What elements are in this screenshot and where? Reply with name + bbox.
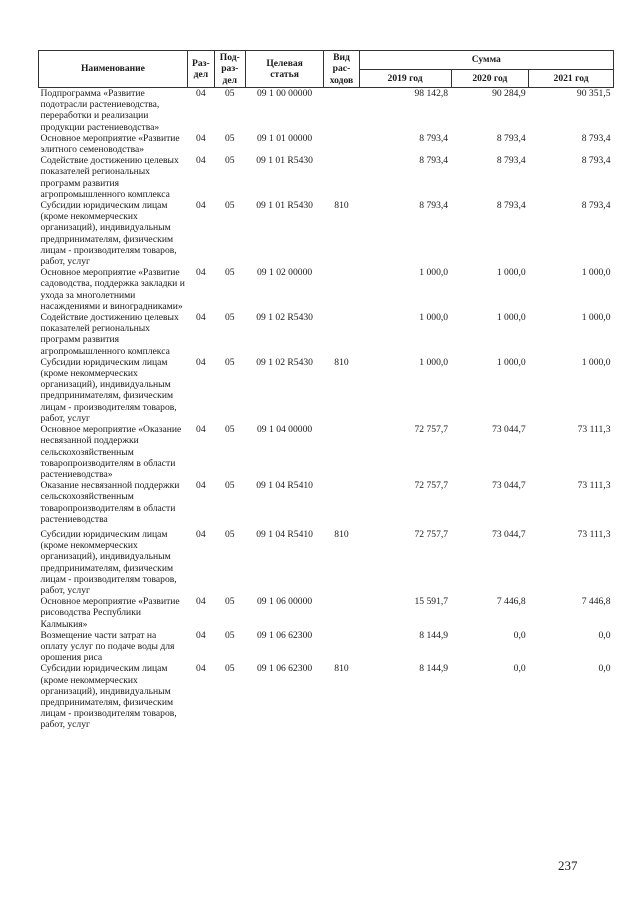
cell-razdel: 04 [196, 267, 206, 279]
cell-2021: 8 793,4 [581, 200, 611, 212]
cell-2021: 7 446,8 [581, 596, 611, 608]
budget-table [38, 50, 614, 731]
cell-razdel: 04 [196, 663, 206, 675]
cell-vid [324, 480, 359, 525]
header-podrazdel: Под- раз- дел [214, 51, 245, 88]
header-2021: 2021 год [529, 69, 614, 88]
cell-2019: 15 591,7 [414, 596, 449, 608]
header-2020: 2020 год [451, 69, 529, 88]
cell-target: 09 1 01 R5430 [256, 155, 313, 167]
cell-target: 09 1 02 00000 [257, 267, 313, 279]
table-row [39, 596, 614, 630]
cell-name: Основное мероприятие «Развитие рисоводства Республики Калмыкия» [40, 596, 180, 630]
cell-podrazdel: 05 [224, 356, 235, 368]
cell-name: Основное мероприятие «Развитие элитного семеноводства» [40, 132, 180, 156]
cell-name: Оказание несвязанной поддержки сельскохозяйственным товаропроизводителям в области растениеводства [40, 480, 180, 525]
cell-target: 09 1 01 R5430 [256, 200, 313, 212]
cell-2019: 72 757,7 [414, 528, 449, 540]
cell-2019: 1 000,0 [419, 356, 449, 368]
header-2019: 2019 год [359, 69, 451, 88]
cell-podrazdel: 05 [224, 424, 235, 436]
cell-2021: 73 111,3 [577, 528, 611, 540]
cell-2020: 0,0 [513, 629, 526, 641]
header-name: Наименование [39, 51, 188, 88]
cell-2020: 1 000,0 [496, 312, 526, 324]
cell-vid: 810 [334, 200, 349, 212]
cell-vid: 810 [334, 528, 349, 540]
cell-2019: 8 793,4 [419, 200, 449, 212]
cell-target: 09 1 02 R5430 [256, 312, 313, 324]
cell-2020: 73 044,7 [492, 424, 526, 436]
cell-name: Основное мероприятие «Развитие садоводства, поддержка закладки и ухода за многолетними насаждениями и виноградниками» [40, 267, 185, 312]
table-row [39, 525, 614, 596]
cell-2019: 8 144,9 [419, 663, 449, 675]
cell-2019: 1 000,0 [419, 267, 449, 279]
cell-razdel: 04 [196, 356, 206, 368]
table-row [39, 663, 614, 730]
cell-2019: 8 144,9 [419, 629, 449, 641]
cell-target: 09 1 04 R5410 [256, 480, 313, 492]
cell-razdel: 04 [196, 596, 206, 608]
cell-podrazdel: 05 [224, 480, 235, 492]
cell-vid [324, 312, 359, 357]
table-row [39, 88, 614, 133]
cell-razdel: 04 [196, 200, 206, 212]
cell-2020: 1 000,0 [496, 356, 526, 368]
cell-target: 09 1 06 00000 [257, 596, 313, 608]
header-target: Целевая статья [245, 51, 324, 88]
cell-target: 09 1 00 00000 [245, 88, 324, 133]
cell-2019: 72 757,7 [414, 424, 449, 436]
cell-name: Возмещение части затрат на оплату услуг по подаче воды для орошения риса [40, 629, 175, 664]
cell-target: 09 1 06 62300 [257, 663, 313, 675]
cell-2020: 1 000,0 [496, 267, 526, 279]
cell-2021: 0,0 [598, 663, 611, 675]
cell-razdel: 04 [196, 312, 206, 324]
cell-podrazdel: 05 [224, 132, 235, 144]
cell-razdel: 04 [187, 88, 214, 133]
cell-2021: 1 000,0 [581, 267, 611, 279]
cell-name: Содействие достижению целевых показателей региональных программ развития агропромышленного комплекса [40, 312, 179, 357]
cell-target: 09 1 02 R5430 [256, 356, 313, 368]
header-vid: Вид рас- ходов [324, 51, 359, 88]
table-row [39, 357, 614, 424]
cell-2021: 8 793,4 [581, 155, 611, 167]
cell-2020: 8 793,4 [496, 200, 526, 212]
budget-table-page [38, 50, 614, 731]
table-row [39, 267, 614, 312]
cell-target: 09 1 04 R5410 [256, 528, 313, 540]
cell-name: Субсидии юридическим лицам (кроме некоммерческих организаций), индивидуальным предпринимателям, физическим лицам - производителям товаров, работ, услуг [40, 356, 177, 424]
cell-target: 09 1 01 00000 [257, 132, 313, 144]
cell-name: Субсидии юридическим лицам (кроме некоммерческих организаций), индивидуальным предпринимателям, физическим лицам - производителям товаров, работ, услуг [40, 663, 177, 731]
table-row [39, 155, 614, 200]
cell-vid: 810 [334, 663, 349, 675]
cell-podrazdel: 05 [224, 528, 235, 540]
cell-podrazdel: 05 [224, 629, 235, 641]
cell-2019: 8 793,4 [419, 155, 449, 167]
cell-2021: 90 351,5 [529, 88, 614, 133]
cell-2019: 98 142,8 [359, 88, 451, 133]
cell-razdel: 04 [196, 155, 206, 167]
table-row [39, 133, 614, 155]
page-number: 237 [558, 858, 578, 873]
cell-vid [324, 88, 359, 133]
header-summa: Сумма [359, 51, 613, 70]
header-razdel: Раз- дел [187, 51, 214, 88]
cell-name: Основное мероприятие «Оказание несвязанной поддержки сельскохозяйственным товаропроизводителям в области растениеводства» [40, 424, 182, 480]
cell-2019: 72 757,7 [414, 480, 449, 492]
cell-target: 09 1 04 00000 [257, 424, 313, 436]
cell-podrazdel: 05 [224, 663, 235, 675]
cell-2021: 0,0 [598, 629, 611, 641]
cell-vid [324, 424, 359, 480]
cell-podrazdel: 05 [214, 88, 245, 133]
cell-vid [324, 155, 359, 200]
cell-2020: 73 044,7 [492, 528, 526, 540]
cell-2020: 0,0 [513, 663, 526, 675]
cell-2021: 1 000,0 [581, 312, 611, 324]
cell-razdel: 04 [196, 480, 206, 492]
cell-razdel: 04 [196, 132, 206, 144]
cell-vid [324, 630, 359, 664]
cell-2021: 73 111,3 [577, 480, 611, 492]
table-row [39, 200, 614, 267]
cell-podrazdel: 05 [224, 596, 235, 608]
cell-2020: 8 793,4 [496, 132, 526, 144]
cell-target: 09 1 06 62300 [257, 629, 313, 641]
cell-2021: 73 111,3 [577, 424, 611, 436]
cell-2020: 7 446,8 [496, 596, 526, 608]
cell-podrazdel: 05 [224, 155, 235, 167]
cell-2020: 73 044,7 [492, 480, 526, 492]
cell-name: Субсидии юридическим лицам (кроме некоммерческих организаций), индивидуальным предпринимателям, физическим лицам - производителям товаров, работ, услуг [40, 200, 177, 268]
cell-vid [324, 133, 359, 155]
cell-podrazdel: 05 [224, 200, 235, 212]
cell-2020: 8 793,4 [496, 155, 526, 167]
cell-2019: 1 000,0 [419, 312, 449, 324]
table-row [39, 630, 614, 664]
cell-razdel: 04 [196, 629, 206, 641]
cell-vid: 810 [334, 356, 349, 368]
cell-razdel: 04 [196, 528, 206, 540]
cell-vid [324, 596, 359, 630]
cell-name: Субсидии юридическим лицам (кроме некоммерческих организаций), индивидуальным предпринимателям, физическим лицам - производителям товаров, работ, услуг [40, 528, 177, 596]
cell-name: Подпрограмма «Развитие подотрасли растениеводства, переработки и реализации продукции растениеводства» [39, 88, 188, 133]
cell-razdel: 04 [196, 424, 206, 436]
cell-2020: 90 284,9 [451, 88, 529, 133]
table-row [39, 424, 614, 480]
cell-2019: 8 793,4 [419, 132, 449, 144]
cell-podrazdel: 05 [224, 267, 235, 279]
cell-name: Содействие достижению целевых показателей региональных программ развития агропромышленного комплекса [40, 155, 179, 200]
cell-2021: 1 000,0 [581, 356, 611, 368]
cell-2021: 8 793,4 [581, 132, 611, 144]
table-row [39, 480, 614, 525]
cell-vid [324, 267, 359, 312]
table-row [39, 312, 614, 357]
cell-podrazdel: 05 [224, 312, 235, 324]
